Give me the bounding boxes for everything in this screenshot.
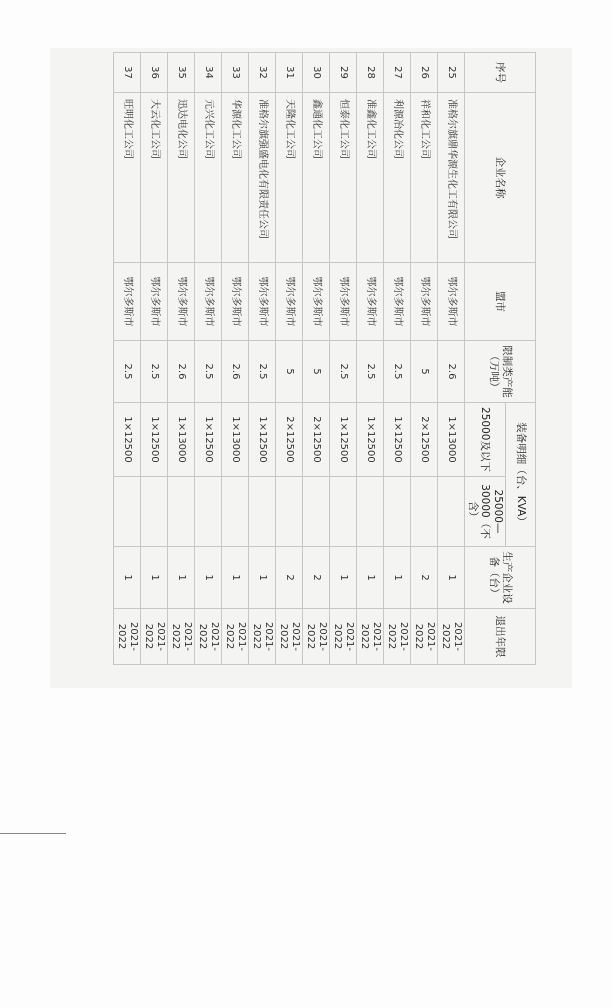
- units-value: 1: [141, 547, 168, 609]
- row-number: 25: [438, 53, 465, 93]
- units-value: 1: [195, 547, 222, 609]
- city-name: 鄂尔多斯市: [222, 263, 249, 341]
- capacity-value: 2.5: [357, 341, 384, 403]
- capacity-value: 2.6: [438, 341, 465, 403]
- exit-year-value: 2021-2022: [411, 609, 438, 665]
- exit-year-value: 2021-2022: [195, 609, 222, 665]
- city-name: 鄂尔多斯市: [276, 263, 303, 341]
- exit-year-value: 2021-2022: [357, 609, 384, 665]
- exit-year-value: 2021-2022: [276, 609, 303, 665]
- city-name: 鄂尔多斯市: [303, 263, 330, 341]
- equip-below-value: 1×12500: [384, 403, 411, 477]
- exit-year-value: 2021-2022: [141, 609, 168, 665]
- equip-below-value: 1×13000: [222, 403, 249, 477]
- table-row: [411, 53, 438, 665]
- table-row: [384, 53, 411, 665]
- units-value: 1: [438, 547, 465, 609]
- table-row: [114, 53, 141, 665]
- city-name: 鄂尔多斯市: [411, 263, 438, 341]
- exit-year-value: 2021-2022: [249, 609, 276, 665]
- table-row: [168, 53, 195, 665]
- header-capacity: 限制类产能（万吨）: [465, 341, 536, 403]
- table-row: [249, 53, 276, 665]
- exit-year-value: 2021-2022: [168, 609, 195, 665]
- company-name: 迅达电化公司: [168, 93, 195, 263]
- table-row: [222, 53, 249, 665]
- row-number: 28: [357, 53, 384, 93]
- equip-below-value: 2×12500: [411, 403, 438, 477]
- capacity-exit-table: [113, 52, 536, 665]
- company-name: 鑫通化工公司: [303, 93, 330, 263]
- capacity-value: 5: [276, 341, 303, 403]
- equip-below-value: 1×12500: [357, 403, 384, 477]
- city-name: 鄂尔多斯市: [384, 263, 411, 341]
- equip-range-value: [276, 477, 303, 547]
- company-name: 元兴化工公司: [195, 93, 222, 263]
- header-exit-year: 退出年限: [465, 609, 536, 665]
- equip-range-value: [114, 477, 141, 547]
- capacity-value: 2.6: [222, 341, 249, 403]
- equip-range-value: [168, 477, 195, 547]
- capacity-value: 2.5: [384, 341, 411, 403]
- capacity-value: 5: [303, 341, 330, 403]
- units-value: 1: [330, 547, 357, 609]
- company-name: 旺明化工公司: [114, 93, 141, 263]
- company-name: 利源冶化公司: [384, 93, 411, 263]
- capacity-value: 2.5: [195, 341, 222, 403]
- units-value: 1: [357, 547, 384, 609]
- header-city: 盟市: [465, 263, 536, 341]
- table-row: [438, 53, 465, 665]
- units-value: 1: [249, 547, 276, 609]
- equip-range-value: [222, 477, 249, 547]
- exit-year-value: 2021-2022: [330, 609, 357, 665]
- table-body: [114, 53, 465, 665]
- equip-range-value: [249, 477, 276, 547]
- header-no: 序号: [465, 53, 536, 93]
- equip-range-value: [195, 477, 222, 547]
- equip-range-value: [357, 477, 384, 547]
- company-name: 祥和化工公司: [411, 93, 438, 263]
- city-name: 鄂尔多斯市: [168, 263, 195, 341]
- company-name: 华源化工公司: [222, 93, 249, 263]
- header-company: 企业名称: [465, 93, 536, 263]
- company-name: 恒泰化工公司: [330, 93, 357, 263]
- row-number: 36: [141, 53, 168, 93]
- row-number: 32: [249, 53, 276, 93]
- capacity-value: 2.6: [168, 341, 195, 403]
- equip-range-value: [330, 477, 357, 547]
- table-row: [357, 53, 384, 665]
- equip-below-value: 1×12500: [141, 403, 168, 477]
- units-value: 2: [411, 547, 438, 609]
- row-number: 34: [195, 53, 222, 93]
- equip-range-value: [384, 477, 411, 547]
- equip-range-value: [411, 477, 438, 547]
- table-row: [276, 53, 303, 665]
- table-row: [195, 53, 222, 665]
- city-name: 鄂尔多斯市: [114, 263, 141, 341]
- city-name: 鄂尔多斯市: [357, 263, 384, 341]
- exit-year-value: 2021-2022: [114, 609, 141, 665]
- equip-below-value: 1×13000: [438, 403, 465, 477]
- row-number: 37: [114, 53, 141, 93]
- exit-year-value: 2021-2022: [222, 609, 249, 665]
- header-units: 生产企业设备（台）: [465, 547, 536, 609]
- units-value: 1: [384, 547, 411, 609]
- table-row: [303, 53, 330, 665]
- equip-range-value: [141, 477, 168, 547]
- row-number: 29: [330, 53, 357, 93]
- row-number: 26: [411, 53, 438, 93]
- equip-below-value: 1×12500: [330, 403, 357, 477]
- company-name: 准鑫化工公司: [357, 93, 384, 263]
- units-value: 1: [168, 547, 195, 609]
- capacity-value: 2.5: [114, 341, 141, 403]
- equip-below-value: 1×13000: [168, 403, 195, 477]
- row-number: 35: [168, 53, 195, 93]
- company-name: 天隆化工公司: [276, 93, 303, 263]
- equip-below-value: 1×12500: [249, 403, 276, 477]
- capacity-value: 2.5: [330, 341, 357, 403]
- row-number: 30: [303, 53, 330, 93]
- equip-range-value: [303, 477, 330, 547]
- capacity-value: 5: [411, 341, 438, 403]
- units-value: 2: [276, 547, 303, 609]
- company-name: 准格尔旗鼎华源生化工有限公司: [438, 93, 465, 263]
- city-name: 鄂尔多斯市: [195, 263, 222, 341]
- equip-below-value: 2×12500: [276, 403, 303, 477]
- capacity-value: 2.5: [141, 341, 168, 403]
- company-name: 大云化工公司: [141, 93, 168, 263]
- header-equipment-group: 装备明细（台、KVA）: [506, 403, 536, 547]
- city-name: 鄂尔多斯市: [330, 263, 357, 341]
- rotated-table-container: [116, 52, 536, 664]
- row-number: 33: [222, 53, 249, 93]
- equip-below-value: 2×12500: [303, 403, 330, 477]
- exit-year-value: 2021-2022: [303, 609, 330, 665]
- equip-range-value: [438, 477, 465, 547]
- city-name: 鄂尔多斯市: [249, 263, 276, 341]
- units-value: 1: [222, 547, 249, 609]
- capacity-value: 2.5: [249, 341, 276, 403]
- city-name: 鄂尔多斯市: [438, 263, 465, 341]
- row-number: 27: [384, 53, 411, 93]
- row-number: 31: [276, 53, 303, 93]
- header-equip-range: 25000—30000（不含）: [465, 477, 506, 547]
- units-value: 2: [303, 547, 330, 609]
- exit-year-value: 2021-2022: [384, 609, 411, 665]
- table-row: [330, 53, 357, 665]
- units-value: 1: [114, 547, 141, 609]
- equip-below-value: 1×12500: [195, 403, 222, 477]
- table-row: [141, 53, 168, 665]
- exit-year-value: 2021-2022: [438, 609, 465, 665]
- header-equip-below: 25000及以下: [465, 403, 506, 477]
- equip-below-value: 1×12500: [114, 403, 141, 477]
- scan-edge-line: [0, 833, 66, 834]
- company-name: 准格尔旗强盛电化有限责任公司: [249, 93, 276, 263]
- city-name: 鄂尔多斯市: [141, 263, 168, 341]
